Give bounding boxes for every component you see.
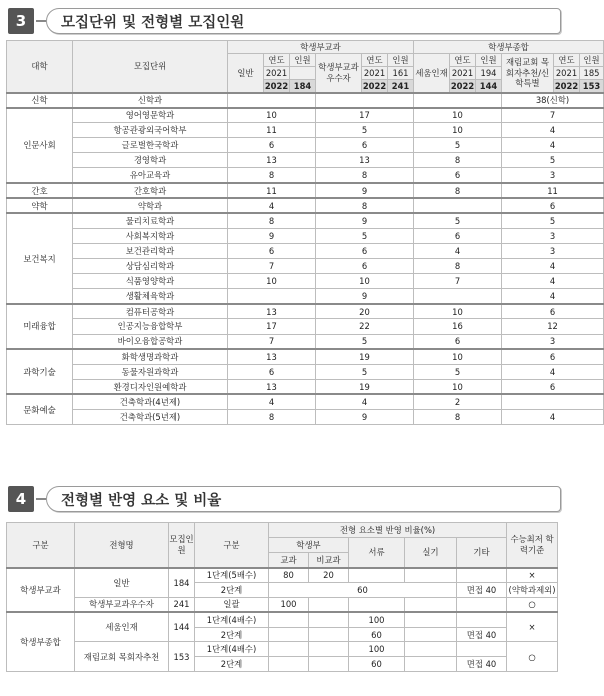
ilban-cell: 17 <box>228 319 316 334</box>
ilban-cell <box>228 289 316 304</box>
gubun-cell: 학생부교과 <box>7 568 75 613</box>
sewoom-cell: 5 <box>414 364 502 379</box>
jaerim-cell: 3 <box>502 334 604 349</box>
header-prac: 실기 <box>405 538 457 568</box>
table-row <box>7 304 604 319</box>
sewoom-cell: 8 <box>414 183 502 198</box>
empty-cell <box>269 627 309 642</box>
name-cell: 일반 <box>75 568 169 598</box>
min-cell: ○ <box>507 597 558 612</box>
ilban-cell: 13 <box>228 153 316 168</box>
woosu-cell: 9 <box>316 213 414 228</box>
section-number-badge: 3 <box>8 8 34 34</box>
sewoom-cell: 10 <box>414 349 502 364</box>
woosu-cell: 6 <box>316 243 414 258</box>
table-row <box>7 123 604 138</box>
unit-cell: 물리치료학과 <box>73 213 228 228</box>
section-header-4 <box>8 484 561 514</box>
quota-table <box>6 40 604 425</box>
stage-cell: 1단계(4배수) <box>195 642 269 657</box>
unit-cell: 바이오융합공학과 <box>73 334 228 349</box>
table-row <box>7 274 604 289</box>
sewoom-cell <box>414 198 502 213</box>
doc-cell: 60 <box>349 657 405 672</box>
woosu-cell: 13 <box>316 153 414 168</box>
jaerim-cell: 4 <box>502 409 604 424</box>
woosu-year-2021: 2021 <box>362 67 388 80</box>
college-cell: 미래융합 <box>7 304 73 349</box>
jaerim-cell: 38(신학) <box>502 93 604 108</box>
prac-cell <box>405 568 457 583</box>
sewoom-cell: 8 <box>414 409 502 424</box>
woosu-year-2022: 2022 <box>362 80 387 91</box>
jaerim-cell: 4 <box>502 259 604 274</box>
header-min: 수능최저 학력기준 <box>507 523 558 568</box>
count-cell: 144 <box>169 612 195 642</box>
header-year: 연도 <box>362 54 388 67</box>
header-count: 인원 <box>388 54 414 67</box>
empty-cell <box>269 657 309 672</box>
etc-cell <box>457 597 507 612</box>
jaerim-cell: 7 <box>502 108 604 123</box>
empty-cell <box>405 657 457 672</box>
header-gyogwa: 학생부교과 <box>228 41 414 54</box>
count-cell: 153 <box>169 642 195 672</box>
etc-cell <box>457 612 507 627</box>
header-count: 인원 <box>476 54 502 67</box>
bigyogwa-cell <box>309 642 349 657</box>
college-cell: 인문사회 <box>7 108 73 183</box>
woosu-cell: 8 <box>316 198 414 213</box>
woosu-cell: 20 <box>316 304 414 319</box>
table-row <box>7 138 604 153</box>
header-woosu: 학생부교과우수자 <box>316 54 362 93</box>
sewoom-cell: 4 <box>414 243 502 258</box>
woosu-count-2021: 161 <box>388 67 414 80</box>
section-title: 모집단위 및 전형별 모집인원 <box>46 8 561 34</box>
sewoom-cell: 10 <box>414 108 502 123</box>
empty-cell <box>309 657 349 672</box>
doc-cell <box>349 597 405 612</box>
table-row <box>7 228 604 243</box>
jaerim-cell: 5 <box>502 153 604 168</box>
ilban-cell: 8 <box>228 168 316 183</box>
ilban-cell: 8 <box>228 213 316 228</box>
ilban-count-2021 <box>290 67 316 80</box>
sewoom-count-2021: 194 <box>476 67 502 80</box>
unit-cell: 보건관리학과 <box>73 243 228 258</box>
ilban-count-2022: 184 <box>290 80 316 93</box>
woosu-cell: 5 <box>316 228 414 243</box>
sewoom-cell: 2 <box>414 394 502 409</box>
stage-cell: 2단계 <box>195 627 269 642</box>
empty-cell <box>405 627 457 642</box>
min-cell: ○ <box>507 642 558 672</box>
jaerim-year-2022: 2022 <box>554 80 579 91</box>
etc-cell: 면접 40 <box>457 627 507 642</box>
table-row <box>7 379 604 394</box>
table-row <box>7 334 604 349</box>
unit-cell: 생활체육학과 <box>73 289 228 304</box>
prac-cell <box>405 597 457 612</box>
jaerim-cell <box>502 394 604 409</box>
unit-cell: 인공지능융합학부 <box>73 319 228 334</box>
unit-cell: 상담심리학과 <box>73 259 228 274</box>
table-row <box>7 409 604 424</box>
table-row <box>7 108 604 123</box>
sewoom-cell: 10 <box>414 123 502 138</box>
unit-cell: 건축학과(5년제) <box>73 409 228 424</box>
sewoom-cell: 16 <box>414 319 502 334</box>
woosu-cell: 19 <box>316 379 414 394</box>
stage-cell: 2단계 <box>195 657 269 672</box>
prac-cell <box>405 612 457 627</box>
table-row <box>7 259 604 274</box>
unit-cell: 식품영양학과 <box>73 274 228 289</box>
unit-cell: 영어영문학과 <box>73 108 228 123</box>
jaerim-cell: 4 <box>502 364 604 379</box>
woosu-cell: 9 <box>316 409 414 424</box>
jaerim-cell: 6 <box>502 198 604 213</box>
woosu-cell: 10 <box>316 274 414 289</box>
stage-cell: 2단계 <box>195 582 269 597</box>
unit-cell: 화학생명과학과 <box>73 349 228 364</box>
doc-cell: 100 <box>349 642 405 657</box>
count-cell: 241 <box>169 597 195 612</box>
header-sewoom: 세움인재 <box>414 54 450 93</box>
unit-cell: 유아교육과 <box>73 168 228 183</box>
college-cell: 약학 <box>7 198 73 213</box>
woosu-cell: 6 <box>316 138 414 153</box>
ilban-cell: 6 <box>228 364 316 379</box>
unit-cell: 신학과 <box>73 93 228 108</box>
sewoom-year-2022: 2022 <box>450 80 475 91</box>
doc-cell <box>349 568 405 583</box>
ilban-cell: 10 <box>228 274 316 289</box>
jaerim-cell: 6 <box>502 349 604 364</box>
sewoom-cell: 8 <box>414 259 502 274</box>
name-cell: 세움인재 <box>75 612 169 642</box>
ratio-table <box>6 522 558 672</box>
header-jonghap: 학생부종합 <box>414 41 604 54</box>
unit-cell: 약학과 <box>73 198 228 213</box>
woosu-cell: 22 <box>316 319 414 334</box>
header-hsb: 학생부 <box>269 538 349 553</box>
header-bigyogwa: 비교과 <box>309 553 349 568</box>
college-cell: 문화예술 <box>7 394 73 424</box>
sewoom-cell: 6 <box>414 334 502 349</box>
unit-cell: 간호학과 <box>73 183 228 198</box>
name-cell: 재림교회 목회자추천 <box>75 642 169 672</box>
table-row <box>7 153 604 168</box>
header-name: 전형명 <box>75 523 169 568</box>
header-year: 연도 <box>554 54 580 67</box>
unit-cell: 사회복지학과 <box>73 228 228 243</box>
college-cell: 간호 <box>7 183 73 198</box>
sewoom-cell: 8 <box>414 153 502 168</box>
woosu-cell: 5 <box>316 334 414 349</box>
table-row <box>7 394 604 409</box>
table-row <box>7 349 604 364</box>
section-dash <box>36 20 46 22</box>
ilban-cell: 11 <box>228 183 316 198</box>
header-gyogwa: 교과 <box>269 553 309 568</box>
sewoom-cell: 7 <box>414 274 502 289</box>
unit-cell: 글로벌한국학과 <box>73 138 228 153</box>
woosu-cell: 17 <box>316 108 414 123</box>
table-row <box>7 168 604 183</box>
section-title: 전형별 반영 요소 및 비율 <box>46 486 561 512</box>
ilban-cell: 10 <box>228 108 316 123</box>
ilban-cell: 6 <box>228 138 316 153</box>
table-row <box>7 289 604 304</box>
header-gubun2: 구분 <box>195 523 269 568</box>
ilban-cell: 7 <box>228 259 316 274</box>
merged-ratio-cell: 60 <box>269 582 457 597</box>
ilban-cell: 7 <box>228 334 316 349</box>
unit-cell: 컴퓨터공학과 <box>73 304 228 319</box>
table-row <box>7 243 604 258</box>
sewoom-cell: 10 <box>414 304 502 319</box>
woosu-cell: 5 <box>316 364 414 379</box>
etc-cell: 면접 40 <box>457 582 507 597</box>
section-number-badge: 4 <box>8 486 34 512</box>
stage-cell: 1단계(4배수) <box>195 612 269 627</box>
table-row <box>7 183 604 198</box>
jaerim-cell: 4 <box>502 289 604 304</box>
bigyogwa-cell <box>309 612 349 627</box>
header-count: 인원 <box>290 54 316 67</box>
count-cell: 184 <box>169 568 195 598</box>
gyogwa-cell <box>269 612 309 627</box>
jaerim-year-2021: 2021 <box>554 67 580 80</box>
header-gubun: 구분 <box>7 523 75 568</box>
table-row <box>7 198 604 213</box>
ilban-cell: 4 <box>228 394 316 409</box>
woosu-cell: 8 <box>316 168 414 183</box>
min-cell: × <box>507 568 558 583</box>
gyogwa-cell: 100 <box>269 597 309 612</box>
name-cell: 학생부교과우수자 <box>75 597 169 612</box>
college-cell: 신학 <box>7 93 73 108</box>
header-year: 연도 <box>264 54 290 67</box>
jaerim-cell: 3 <box>502 243 604 258</box>
ilban-year-2022: 2022 <box>264 80 289 91</box>
jaerim-cell: 4 <box>502 274 604 289</box>
woosu-cell: 5 <box>316 123 414 138</box>
section-header-3 <box>8 6 561 36</box>
jaerim-cell: 6 <box>502 304 604 319</box>
etc-cell <box>457 568 507 583</box>
etc-cell <box>457 642 507 657</box>
header-ratio: 전형 요소별 반영 비율(%) <box>269 523 507 538</box>
gubun-cell: 학생부종합 <box>7 612 75 672</box>
doc-cell: 100 <box>349 612 405 627</box>
bigyogwa-cell: 20 <box>309 568 349 583</box>
empty-cell <box>309 627 349 642</box>
unit-cell: 항공관광외국어학부 <box>73 123 228 138</box>
header-jaerim: 재림교회 목회자추천/신학특별 <box>502 54 554 93</box>
jaerim-cell: 4 <box>502 123 604 138</box>
ilban-cell: 9 <box>228 228 316 243</box>
stage-cell: 일괄 <box>195 597 269 612</box>
ilban-cell: 6 <box>228 243 316 258</box>
table-row <box>7 93 604 108</box>
sewoom-cell <box>414 289 502 304</box>
ilban-cell: 13 <box>228 379 316 394</box>
jaerim-cell: 5 <box>502 213 604 228</box>
jaerim-count-2021: 185 <box>580 67 604 80</box>
unit-cell: 건축학과(4년제) <box>73 394 228 409</box>
unit-cell: 경영학과 <box>73 153 228 168</box>
jaerim-cell: 4 <box>502 138 604 153</box>
sewoom-year-2021: 2021 <box>450 67 476 80</box>
jaerim-cell: 3 <box>502 168 604 183</box>
ilban-cell: 8 <box>228 409 316 424</box>
stage-cell: 1단계(5배수) <box>195 568 269 583</box>
unit-cell: 동물자원과학과 <box>73 364 228 379</box>
section-dash <box>36 498 46 500</box>
ilban-cell: 11 <box>228 123 316 138</box>
woosu-count-2022: 241 <box>388 80 414 93</box>
woosu-cell: 19 <box>316 349 414 364</box>
header-count: 모집인원 <box>169 523 195 568</box>
min-cell: × <box>507 612 558 642</box>
gyogwa-cell <box>269 642 309 657</box>
ilban-cell: 13 <box>228 349 316 364</box>
header-count: 인원 <box>580 54 604 67</box>
prac-cell <box>405 642 457 657</box>
gyogwa-cell: 80 <box>269 568 309 583</box>
quota-table-body <box>7 93 604 425</box>
ilban-cell: 4 <box>228 198 316 213</box>
sewoom-cell: 10 <box>414 379 502 394</box>
unit-cell: 환경디자인원예학과 <box>73 379 228 394</box>
sewoom-cell: 6 <box>414 168 502 183</box>
table-row <box>7 213 604 228</box>
jaerim-cell: 3 <box>502 228 604 243</box>
sewoom-count-2022: 144 <box>476 80 502 93</box>
sewoom-cell: 6 <box>414 228 502 243</box>
doc-cell: 60 <box>349 627 405 642</box>
header-ilban: 일반 <box>228 54 264 93</box>
woosu-cell: 9 <box>316 183 414 198</box>
table-row <box>7 364 604 379</box>
woosu-cell: 4 <box>316 394 414 409</box>
table-row <box>7 319 604 334</box>
jaerim-count-2022: 153 <box>580 80 604 93</box>
ilban-year-2021: 2021 <box>264 67 290 80</box>
header-etc: 기타 <box>457 538 507 568</box>
header-doc: 서류 <box>349 538 405 568</box>
ilban-cell <box>228 93 316 108</box>
woosu-cell: 9 <box>316 289 414 304</box>
sewoom-cell: 5 <box>414 138 502 153</box>
ilban-cell: 13 <box>228 304 316 319</box>
sewoom-cell: 5 <box>414 213 502 228</box>
bigyogwa-cell <box>309 597 349 612</box>
min-cell: (약학과제외) <box>507 582 558 597</box>
woosu-cell <box>316 93 414 108</box>
college-cell: 과학기술 <box>7 349 73 394</box>
woosu-cell: 6 <box>316 259 414 274</box>
college-cell: 보건복지 <box>7 213 73 304</box>
header-year: 연도 <box>450 54 476 67</box>
etc-cell: 면접 40 <box>457 657 507 672</box>
jaerim-cell: 6 <box>502 379 604 394</box>
jaerim-cell: 11 <box>502 183 604 198</box>
header-unit: 모집단위 <box>73 41 228 93</box>
header-college: 대학 <box>7 41 73 93</box>
jaerim-cell: 12 <box>502 319 604 334</box>
sewoom-cell <box>414 93 502 108</box>
